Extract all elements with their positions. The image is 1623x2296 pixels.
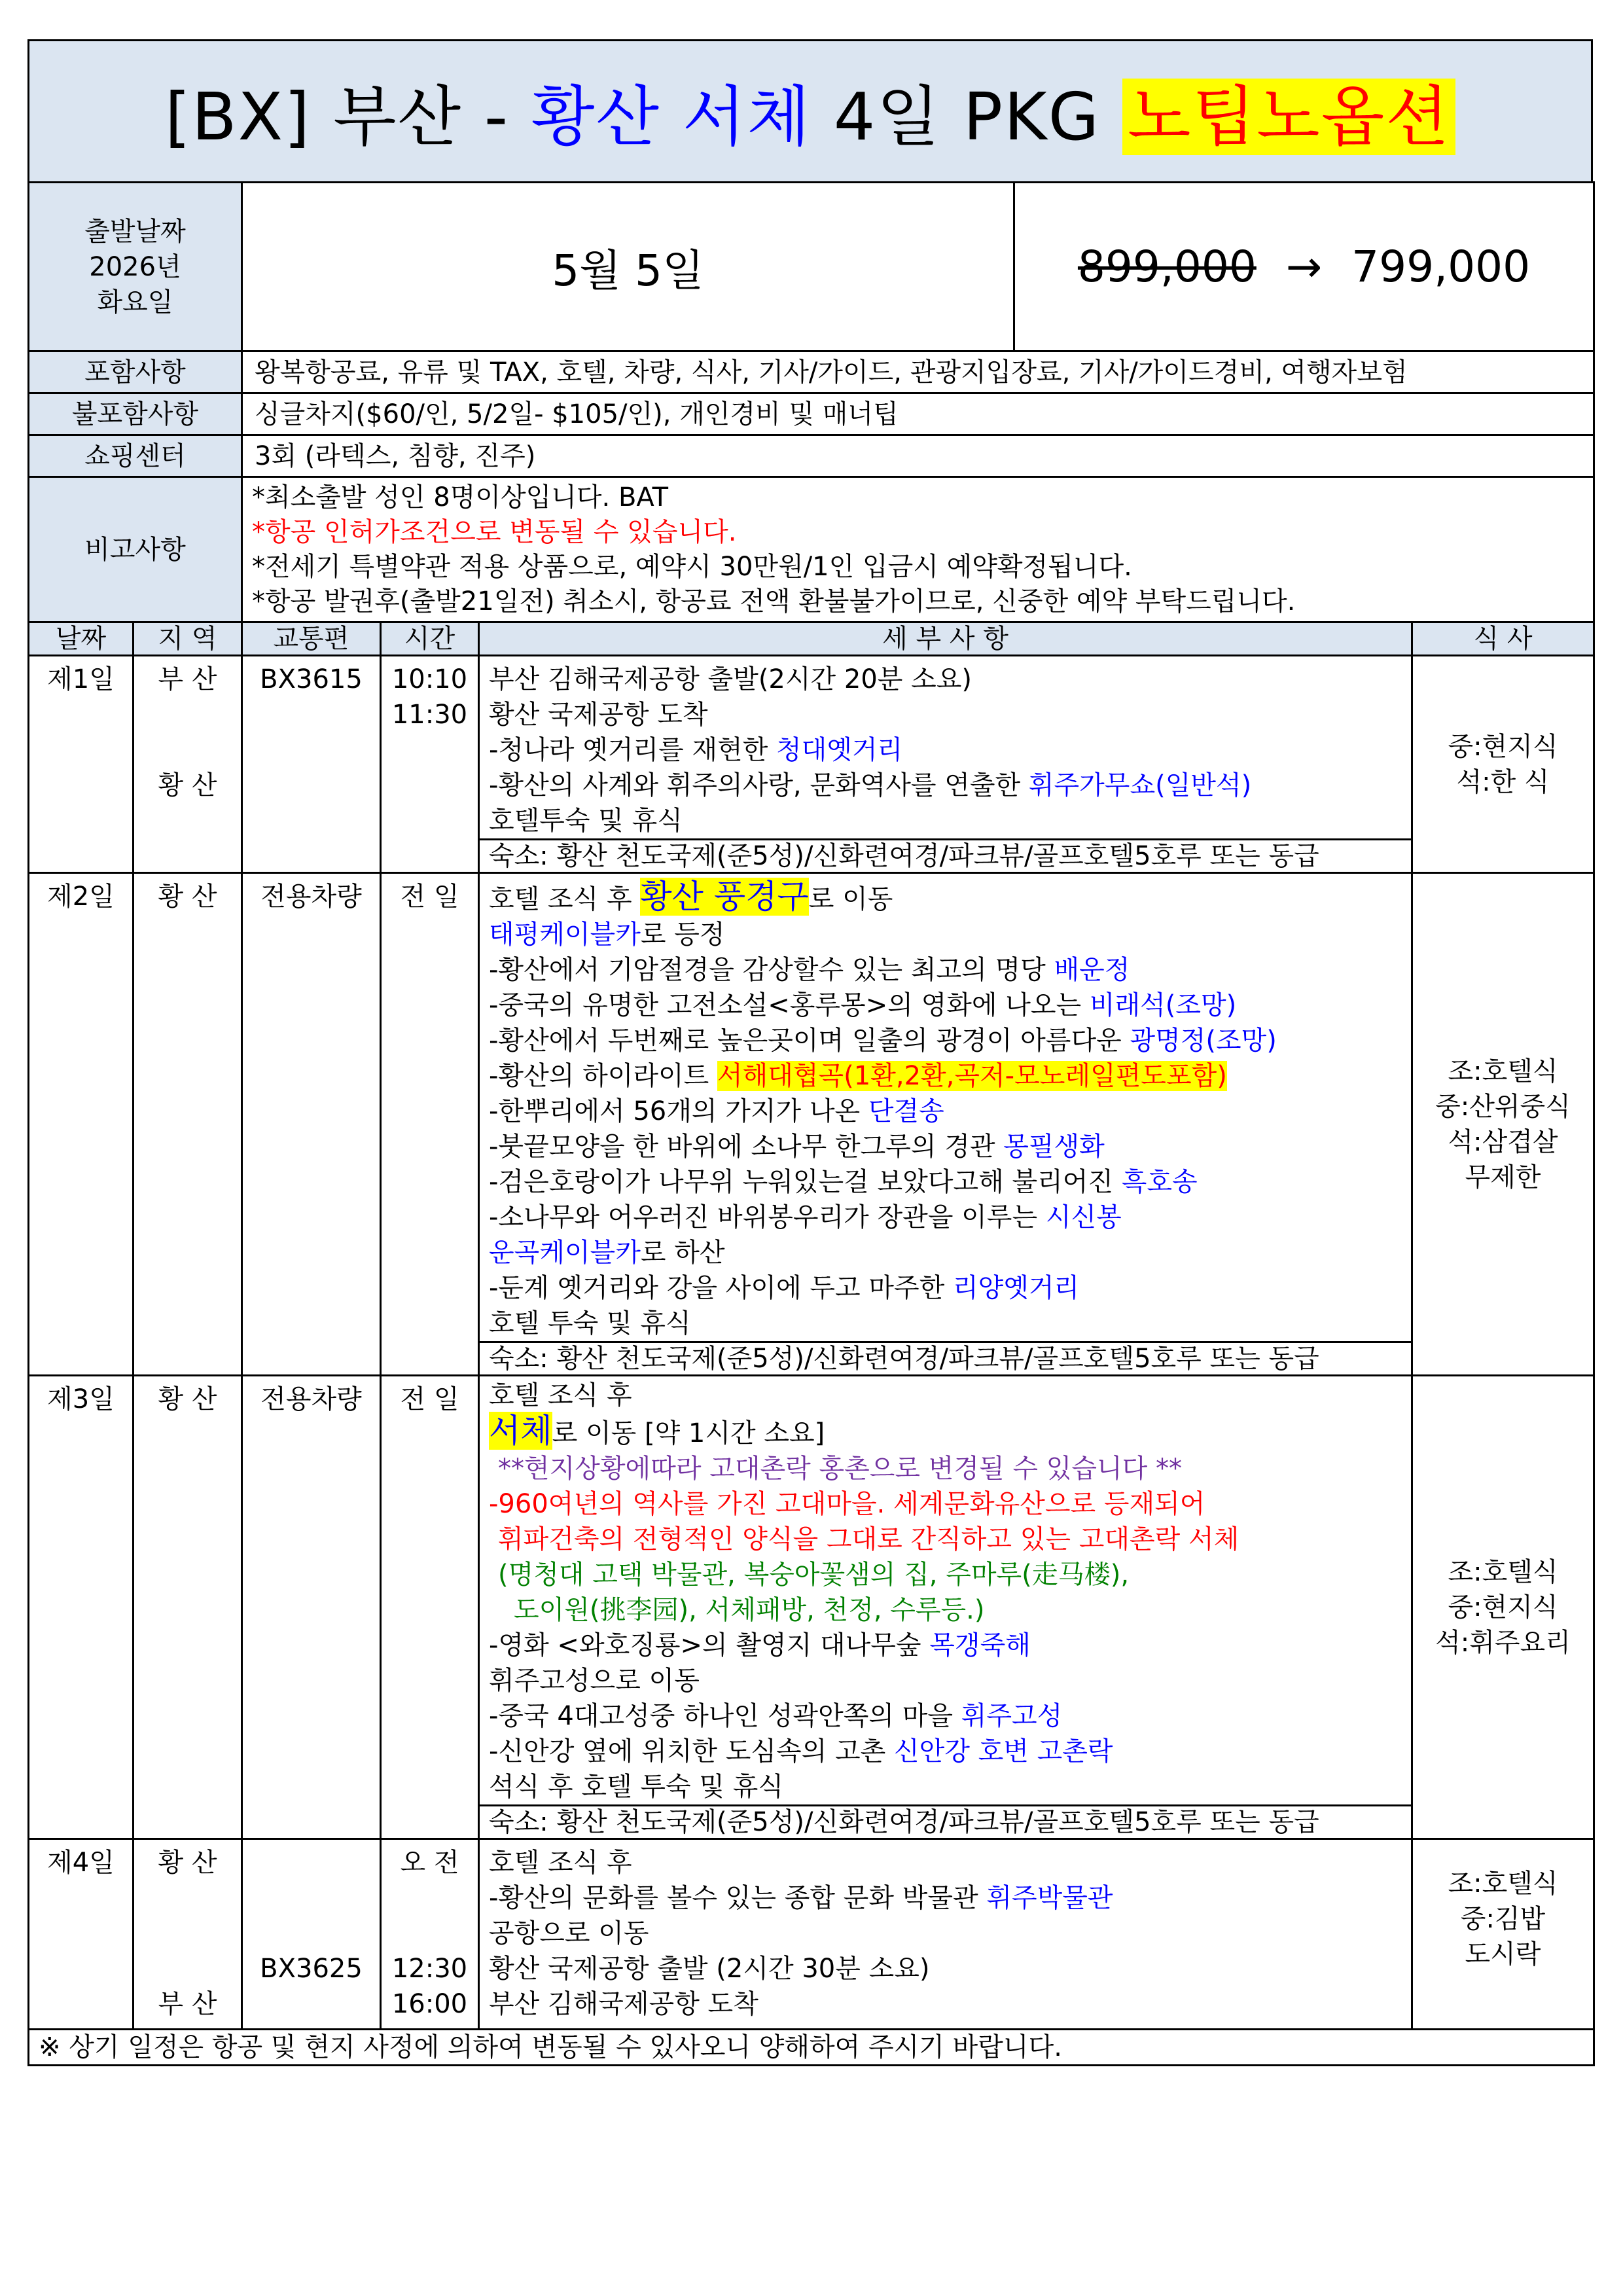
schedule-table <box>27 621 1595 2066</box>
day3-time: 전 일 <box>381 1376 479 1839</box>
day1-label: 제1일 <box>29 656 134 873</box>
day3-label: 제3일 <box>29 1376 134 1839</box>
day2-transport: 전용차량 <box>242 873 381 1376</box>
itinerary-sheet <box>27 39 1593 2066</box>
day3-row <box>29 1376 1594 1806</box>
col-meal: 식 사 <box>1412 622 1594 656</box>
title-days: 4일 PKG <box>812 79 1122 155</box>
excluded-text: 싱글차지($60/인, 5/2일- $105/인), 개인경비 및 매너팁 <box>242 393 1594 435</box>
new-price: 799,000 <box>1351 242 1531 292</box>
title-destination: 황산 서체 <box>531 79 812 155</box>
day1-time: 10:10 11:30 <box>381 656 479 873</box>
col-detail: 세 부 사 항 <box>479 622 1412 656</box>
day1-meal: 중:현지식 석:한 식 <box>1412 656 1594 873</box>
day2-label: 제2일 <box>29 873 134 1376</box>
day2-region: 황 산 <box>134 873 242 1376</box>
col-day: 날짜 <box>29 622 134 656</box>
day1-hotel: 숙소: 황산 천도국제(준5성)/신화련여경/파크뷰/골프호텔5호루 또는 동급 <box>479 840 1412 873</box>
old-price: 899,000 <box>1077 242 1257 292</box>
day3-transport: 전용차량 <box>242 1376 381 1839</box>
info-table <box>27 181 1595 623</box>
day3-region: 황 산 <box>134 1376 242 1839</box>
title-table <box>27 39 1593 183</box>
day2-row <box>29 873 1594 1342</box>
price-box <box>1014 183 1594 351</box>
title-prefix: [BX] 부산 - <box>165 79 531 155</box>
day2-detail: 호텔 조식 후 황산 풍경구로 이동 태평케이블카로 등정 -황산에서 기암절경을 감상할수 있는 최고의 명당 배운정 -중국의 유명한 고전소설<홍루몽>의 영화에 나오는 비래석(조망) -황산에서 두번째로 높은곳이며 일출의 광경이 아름다운 광명정(조망) -황산의 하이라이트 서해대협곡(1환,2환,곡저-모노레일편도포함) -한뿌리에서 56개의 가지가 나온 단결송 -붓끝모양을 한 바위에 소나무 한그루의 경관 몽필생화 -검은호랑이가 나무위 누워있는걸 보았다고해 불리어진 흑호송 -소나무와 어우러진 바위봉우리가 장관을 이루는 시신봉 운곡케이블카로 하산 -둔계 옛거리와 강을 사이에 두고 마주한 리양옛거리 호텔 투숙 및 휴식 <box>479 873 1412 1342</box>
day3-meal: 조:호텔식 중:현지식 석:휘주요리 <box>1412 1376 1594 1839</box>
included-text: 왕복항공료, 유류 및 TAX, 호텔, 차량, 식사, 기사/가이드, 관광지입장료, 기사/가이드경비, 여행자보험 <box>242 351 1594 393</box>
day4-row <box>29 1839 1594 2030</box>
day4-region: 황 산 부 산 <box>134 1839 242 2030</box>
remarks-label: 비고사항 <box>29 477 242 622</box>
departure-date: 5월 5일 <box>242 183 1014 351</box>
day3-hotel: 숙소: 황산 천도국제(준5성)/신화련여경/파크뷰/골프호텔5호루 또는 동급 <box>479 1806 1412 1839</box>
day2-meal: 조:호텔식 중:산위중식 석:삼겹살 무제한 <box>1412 873 1594 1376</box>
page-title <box>29 41 1592 183</box>
title-badge: 노팁노옵션 <box>1122 79 1455 155</box>
remarks-text: *최소출발 성인 8명이상입니다. BAT *항공 인허가조건으로 변동될 수 있습니다. *전세기 특별약관 적용 상품으로, 예약시 30만원/1인 입금시 예약확정됩니다. *항공 발권후(출발21일전) 취소시, 항공료 전액 환불불가이므로, 신중한 예약 부탁드립니다. <box>242 477 1594 622</box>
col-time: 시간 <box>381 622 479 656</box>
day2-time: 전 일 <box>381 873 479 1376</box>
day4-detail: 호텔 조식 후 -황산의 문화를 볼수 있는 종합 문화 박물관 휘주박물관 공항으로 이동 황산 국제공항 출발 (2시간 30분 소요) 부산 김해국제공항 도착 <box>479 1839 1412 2030</box>
day2-hotel: 숙소: 황산 천도국제(준5성)/신화련여경/파크뷰/골프호텔5호루 또는 동급 <box>479 1342 1412 1376</box>
day1-flight: BX3615 <box>242 656 381 873</box>
day1-region: 부 산 황 산 <box>134 656 242 873</box>
footer-note: ※ 상기 일정은 항공 및 현지 사정에 의하여 변동될 수 있사오니 양해하여 주시기 바랍니다. <box>29 2030 1594 2066</box>
day1-row <box>29 656 1594 840</box>
shopping-label: 쇼핑센터 <box>29 435 242 477</box>
day1-detail: 부산 김해국제공항 출발(2시간 20분 소요) 황산 국제공항 도착 -청나라 옛거리를 재현한 청대옛거리 -황산의 사계와 휘주의사랑, 문화역사를 연출한 휘주가무쇼(일반석) 호텔투숙 및 휴식 <box>479 656 1412 840</box>
price-arrow: → <box>1285 242 1323 292</box>
shopping-text: 3회 (라텍스, 침향, 진주) <box>242 435 1594 477</box>
included-label: 포함사항 <box>29 351 242 393</box>
col-region: 지 역 <box>134 622 242 656</box>
day4-meal: 조:호텔식 중:김밥 도시락 <box>1412 1839 1594 2030</box>
day3-detail: 호텔 조식 후 서체로 이동 [약 1시간 소요] **현지상황에따라 고대촌락 홍촌으로 변경될 수 있습니다 ** -960여년의 역사를 가진 고대마을. 세계문화유산으로 등재되어 휘파건축의 전형적인 양식을 그대로 간직하고 있는 고대촌락 서체 (명청대 고택 박물관, 복숭아꽃샘의 집, 주마루(走马楼), 도이원(挑李园), 서체패방, 천정, 수루등.) -영화 <와호징룡>의 촬영지 대나무숲 목갱죽해 휘주고성으로 이동 -중국 4대고성중 하나인 성곽안쪽의 마을 휘주고성 -신안강 옆에 위치한 도심속의 고촌 신안강 호변 고촌락 석식 후 호텔 투숙 및 휴식 <box>479 1376 1412 1806</box>
excluded-label: 불포함사항 <box>29 393 242 435</box>
col-transport: 교통편 <box>242 622 381 656</box>
day4-label: 제4일 <box>29 1839 134 2030</box>
day4-flight: BX3625 <box>242 1839 381 2030</box>
day4-time: 오 전 12:30 16:00 <box>381 1839 479 2030</box>
departure-label: 출발날짜 2026년 화요일 <box>29 183 242 351</box>
